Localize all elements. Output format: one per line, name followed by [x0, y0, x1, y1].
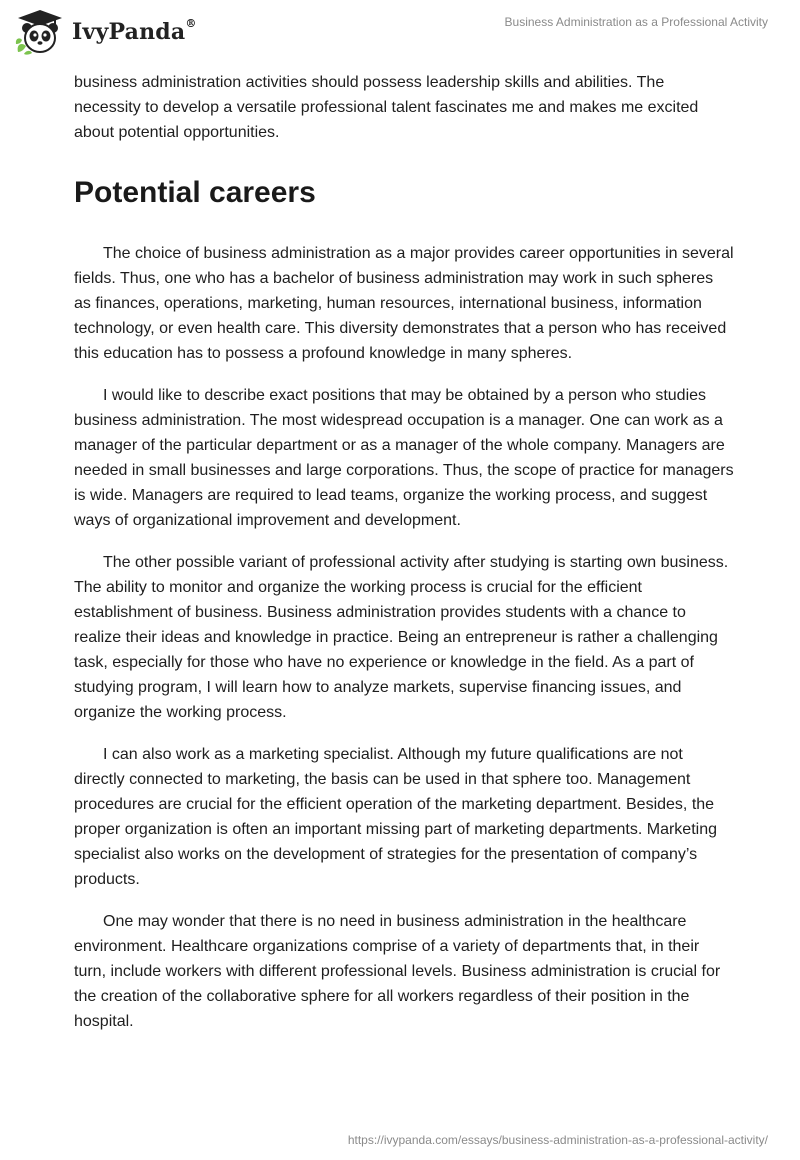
- section-heading: Potential careers: [74, 176, 316, 209]
- brand-name: IvyPanda®: [72, 17, 197, 45]
- paragraph-1: The choice of business administration as a major provides career opportunities in several fields. Thus, one who has a bachelor of business administration may work in such spheres as finances, operations, marketing, human resources, international business, information technology, or even health care. This diversity demonstrates that a person who has received this education has to possess a profound knowledge in many spheres.: [74, 245, 734, 362]
- paragraph-5: One may wonder that there is no need in business administration in the healthcare environment. Healthcare organizations comprise of a variety of departments that, in their turn, include workers with different professional levels. Business administration is crucial for the creation of the collaborative sphere for all workers regardless of their position in the hospital.: [74, 913, 721, 1030]
- paragraph-4: I can also work as a marketing specialist. Although my future qualifications are not directly connected to marketing, the basis can be used in that sphere too. Management procedures are crucial for the efficient operation of the marketing department. Besides, the proper organization is often an important missing part of marketing departments. Marketing specialist also works on the development of strategies for the presentation of company’s products.: [74, 746, 717, 888]
- essay-body: [74, 70, 734, 1034]
- intro-paragraph: business administration activities should possess leadership skills and abilities. The necessity to develop a versatile professional talent fascinates me and makes me excited about potential opportunities.: [74, 74, 699, 141]
- paragraph-3: The other possible variant of professional activity after studying is starting own business. The ability to monitor and organize the working process is crucial for the efficient establishment of business. Business administration provides students with a chance to realize their ideas and knowledge in practice. Being an entrepreneur is rather a challenging task, especially for those who have no experience or knowledge in the field. As a part of studying program, I will learn how to analyze markets, supervise financing issues, and organize the working process.: [74, 554, 729, 721]
- ivypanda-logo[interactable]: [14, 8, 197, 56]
- panda-graduate-icon: [14, 8, 66, 56]
- source-url-link[interactable]: https://ivypanda.com/essays/business-administration-as-a-professional-activity/: [347, 1133, 768, 1147]
- document-title: Business Administration as a Professional Activity: [504, 15, 768, 29]
- paragraph-2: I would like to describe exact positions that may be obtained by a person who studies business administration. The most widespread occupation is a manager. One can work as a manager of the particular department or as a manager of the whole company. Managers are needed in small businesses and large corporations. Thus, the scope of practice for managers is wide. Managers are required to lead teams, organize the working process, and suggest ways of organizational improvement and development.: [74, 387, 734, 529]
- page-header: [0, 0, 800, 64]
